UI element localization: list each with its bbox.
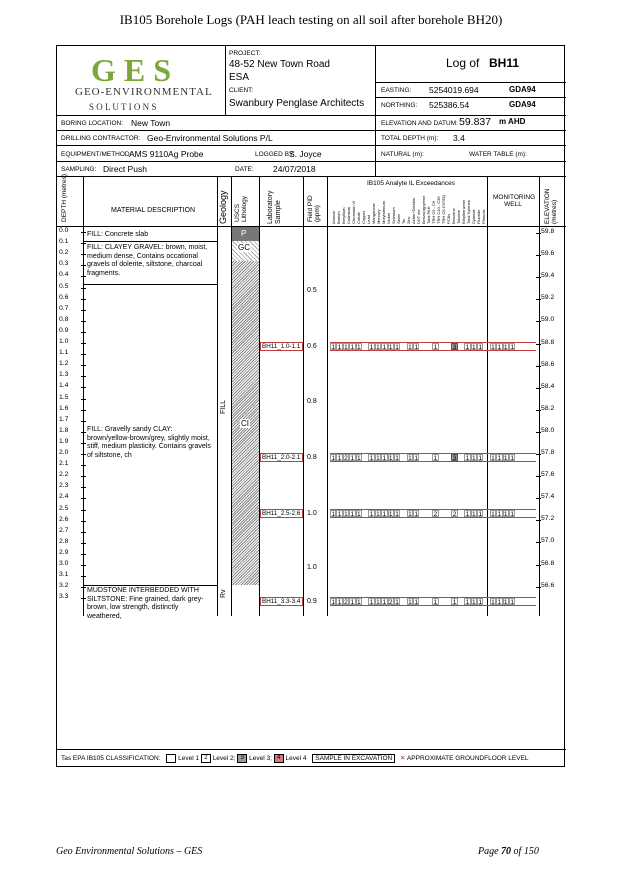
analyte-name: Selenium [391, 207, 396, 224]
analyte-cell: 1 [510, 599, 514, 607]
analyte-cell: 1 [344, 344, 348, 351]
depth-tick: 1.7 [59, 415, 69, 423]
analyte-cell: 1 [497, 455, 502, 462]
document-title: IB105 Borehole Logs (PAH leach testing on all soil after borehole BH20) [119, 12, 503, 27]
analyte-name: Benzo(a)pyrene [421, 195, 426, 224]
analyte-cell: 2 [344, 599, 348, 607]
analyte-cell: 1 [382, 510, 387, 518]
analyte-cell: 1 [414, 455, 419, 462]
analyte-name: Total PAH [426, 206, 431, 224]
sample-pid: 0.9 [307, 598, 317, 606]
northing-datum: GDA94 [509, 100, 536, 109]
analyte-cell: 1 [465, 344, 470, 351]
depth-tick: 2.3 [59, 482, 69, 490]
elevation-tick: 58.8 [541, 338, 555, 346]
elevation-tick: 58.0 [541, 426, 555, 434]
sample-pid: 0.6 [307, 343, 317, 350]
analyte-cell: 1 [395, 344, 399, 351]
analyte-name: TRH C6-C9TEQ [441, 194, 446, 224]
description-4: MUDSTONE INTERBEDDED WITH SILTSTONE: Fine grained, dark grey-brown, low strength, distinctly weathered, [87, 587, 204, 620]
footer-page-prefix: Page [478, 846, 499, 857]
sample-pid: 1.0 [307, 509, 317, 517]
analyte-cell: 1 [497, 344, 502, 351]
analyte-cell: 1 [337, 455, 342, 462]
analyte-cell: 1 [491, 599, 495, 607]
analyte-cell: 1 [408, 455, 412, 462]
log-of-label: Log of [446, 56, 480, 70]
legend-level3-box: 3 [237, 754, 247, 763]
total-depth-value: 3.4 [453, 133, 465, 143]
depth-tick: 0.6 [59, 293, 69, 301]
analyte-cell: 1 [356, 599, 361, 607]
analyte-cell: 1 [471, 455, 476, 462]
depth-tick: 1.9 [59, 437, 69, 445]
analyte-cell: 1 [478, 510, 482, 518]
depth-column-header: DEPTH (metres) [61, 173, 68, 222]
analyte-cell: 1 [331, 344, 335, 351]
analyte-name: Tin [401, 218, 406, 224]
analyte-cell [522, 454, 528, 461]
uscs-ci-label: CI [241, 419, 249, 428]
analyte-cell: 1 [503, 510, 508, 518]
description-3: FILL: Gravelly sandy CLAY: brown/yellow-brown/grey, slightly moist, stiff, medium plasticity. Contains gravels of siltstone, ch [87, 426, 211, 459]
depth-tick: 0.5 [59, 282, 69, 290]
depth-tick: 1.4 [59, 382, 69, 390]
depth-tick: 0.9 [59, 326, 69, 334]
footer-page [478, 846, 539, 857]
x-mark-icon: ✕ [400, 755, 406, 763]
depth-tick: 2.6 [59, 515, 69, 523]
elevation-tick: 59.0 [541, 316, 555, 324]
elevation-tick: 57.8 [541, 449, 555, 456]
logged-by-label: LOGGED BY: [255, 151, 295, 158]
analyte-name: Mercury [376, 209, 381, 224]
analyte-cell: 1 [433, 455, 438, 462]
elevation-tick: 59.6 [541, 250, 555, 258]
analyte-name: Aldrin+Dieldrin [411, 197, 416, 224]
analyte-cell: 1 [350, 510, 355, 518]
depth-tick: 2.5 [59, 504, 69, 512]
analyte-cell: 1 [395, 599, 399, 607]
equipment-value: AMS 9110Ag Probe [129, 149, 204, 159]
analyte-cell: 2 [388, 599, 393, 607]
pid-reading-1: 0.5 [307, 287, 317, 294]
analyte-name: Toluene [456, 209, 461, 224]
depth-tick: 1.8 [59, 426, 69, 434]
depth-tick: 3.2 [59, 582, 69, 590]
depth-tick: 2.8 [59, 537, 69, 545]
client-value: Swanbury Penglase Architects [229, 98, 365, 109]
depth-tick: 2.2 [59, 471, 69, 479]
elevation-tick: 57.4 [541, 493, 555, 501]
monitoring-column-header: MONITORING WELL [493, 194, 536, 208]
pid-reading-3: 1.0 [307, 564, 317, 571]
analyte-cell: 1 [356, 455, 361, 462]
depth-tick: 0.1 [59, 238, 69, 246]
date-value: 24/07/2018 [273, 164, 316, 174]
easting-label: EASTING: [381, 87, 412, 94]
analyte-cell: 1 [331, 455, 335, 462]
analyte-cell: 1 [331, 599, 335, 607]
analyte-cell: 1 [382, 599, 387, 607]
total-depth-label: TOTAL DEPTH (m): [381, 135, 439, 142]
drilling-contractor-label: DRILLING CONTRACTOR: [61, 135, 141, 142]
analyte-cell: 1 [433, 344, 438, 351]
logo-line1: GEO-ENVIRONMENTAL [75, 86, 213, 98]
depth-tick: 0.4 [59, 271, 69, 279]
sample-id: BH11_2.0-2.1 [260, 453, 303, 462]
depth-tick: 3.3 [59, 593, 69, 601]
depth-tick: 2.9 [59, 548, 69, 556]
depth-tick: 1.3 [59, 371, 69, 379]
analyte-cell: 1 [388, 455, 393, 462]
project-line2: ESA [229, 72, 250, 83]
analyte-cell: 1 [452, 599, 457, 607]
date-label: DATE: [235, 166, 254, 173]
sample-pid: 0.8 [307, 454, 317, 461]
footer-page-num: 70 [501, 846, 512, 857]
logo-line2: S O L U T I O N S [89, 102, 157, 112]
project-label: PROJECT: [229, 50, 261, 57]
analyte-cell: 1 [388, 510, 393, 518]
depth-tick: 0.3 [59, 260, 69, 268]
analyte-cell [522, 598, 528, 605]
analyte-cell: 1 [350, 599, 355, 607]
legend-level4-box: 4 [274, 754, 284, 763]
ges-logo [75, 52, 219, 112]
analyte-cell: 1 [376, 599, 380, 607]
analyte-row [330, 509, 536, 518]
depth-tick: 0.0 [59, 227, 69, 234]
sample-id: BH11_3.3-3.4 [260, 597, 303, 606]
boring-location-value: New Town [131, 118, 171, 128]
analyte-cell: 1 [356, 344, 361, 351]
analyte-name: Fluoride [476, 209, 481, 224]
lab-sample-column-header: Laboratory Sample [267, 190, 282, 224]
analyte-cell: 1 [465, 599, 470, 607]
analyte-cell: 1 [491, 455, 495, 462]
pid-column-header: Field PID (ppm) [307, 195, 321, 222]
analyte-cell: 2 [452, 510, 457, 518]
elevation-tick: 57.2 [541, 515, 555, 523]
analyte-cell: 1 [471, 510, 476, 518]
elevation-column-header: ELEVATION (metres) [544, 188, 558, 224]
elevation-tick: 58.6 [541, 360, 555, 368]
analyte-name: Zinc [406, 216, 411, 224]
analyte-cell: 1 [497, 599, 502, 607]
analyte-cell: 1 [510, 344, 514, 351]
analyte-name: DDT etc [416, 209, 421, 224]
natural-label: NATURAL (m): [381, 151, 424, 158]
elevation-tick: 56.6 [541, 581, 555, 589]
analyte-cell: 1 [491, 344, 495, 351]
elevation-tick: 59.4 [541, 272, 555, 280]
analyte-column-header: IB105 Analyte IL Exceedances [367, 180, 455, 187]
analyte-name: TRH C6 - C9 [431, 200, 436, 224]
geology-fill-label: FILL [220, 399, 227, 414]
northing-value: 525386.54 [429, 100, 470, 110]
analyte-cell: 1 [478, 344, 482, 351]
drilling-contractor-value: Geo-Environmental Solutions P/L [147, 133, 273, 143]
analyte-cell: 3 [452, 344, 457, 351]
analyte-name: Manganese [371, 203, 376, 224]
analyte-name: Phenols [481, 209, 486, 224]
elevation-tick: 56.8 [541, 559, 555, 567]
depth-tick: 1.0 [59, 338, 69, 345]
legend-level1-box [166, 754, 176, 763]
analyte-cell: 1 [414, 599, 419, 607]
geology-column-header: Geology [218, 190, 228, 224]
analyte-name: Benzene [451, 208, 456, 224]
client-label: CLIENT: [229, 87, 254, 94]
analyte-cell: 1 [471, 599, 476, 607]
analyte-name: Barium [336, 211, 341, 224]
depth-tick: 1.5 [59, 393, 69, 401]
pid-reading-2: 0.8 [307, 398, 317, 405]
depth-tick: 1.6 [59, 404, 69, 412]
depth-tick: 0.2 [59, 249, 69, 257]
analyte-cell: 1 [408, 510, 412, 518]
sampling-value: Direct Push [103, 164, 147, 174]
legend-classification-label: Tas EPA IB105 CLASSIFICATION: [61, 755, 161, 763]
analyte-cell: 1 [497, 510, 502, 518]
analyte-cell: 1 [369, 599, 374, 607]
analyte-name: TRH C10 - C36 [436, 196, 441, 224]
analyte-cell: 1 [337, 510, 342, 518]
analyte-row [330, 453, 536, 462]
elevation-tick: 58.2 [541, 404, 555, 412]
easting-value: 5254019.694 [429, 85, 479, 95]
analyte-name: Total Xylenes [466, 200, 471, 224]
footer-left: Geo Environmental Solutions – GES [56, 846, 203, 857]
analyte-name: Chromium VI [351, 200, 356, 224]
legend-sample-in-excavation: SAMPLE IN EXCAVATION [312, 754, 395, 763]
analyte-cell: 1 [465, 510, 470, 518]
analyte-cell: 1 [376, 455, 380, 462]
analyte-cell: 1 [408, 599, 412, 607]
analyte-name: Cadmium [346, 206, 351, 224]
analyte-cell: 1 [465, 455, 470, 462]
analyte-cell: 1 [395, 455, 399, 462]
analyte-cell: 1 [478, 599, 482, 607]
analyte-cell: 1 [510, 510, 514, 518]
analyte-cell: 1 [350, 344, 355, 351]
analyte-name: Arsenic [331, 210, 336, 224]
analyte-name: Beryllium [341, 207, 346, 224]
analyte-cell: 1 [369, 455, 374, 462]
project-line1: 48-52 New Town Road [229, 59, 330, 70]
logged-by-value: S. Joyce [289, 149, 322, 159]
legend-level4: Level 4 [285, 755, 307, 763]
analyte-cell: 1 [376, 510, 380, 518]
depth-tick: 2.4 [59, 493, 69, 501]
legend-groundfloor: APPROXIMATE GROUNDFLOOR LEVEL [406, 755, 529, 763]
analyte-cell: 1 [414, 510, 419, 518]
elevation-value: 59.837 [459, 116, 492, 128]
elevation-unit: m AHD [499, 117, 526, 126]
analyte-cell: 1 [369, 344, 374, 351]
depth-tick: 0.7 [59, 304, 69, 312]
legend [61, 754, 529, 763]
elevation-tick: 57.6 [541, 471, 555, 479]
analyte-cell: 1 [376, 344, 380, 351]
analyte-cell: 1 [408, 344, 412, 351]
footer-page-of: of 150 [513, 846, 539, 857]
legend-level3: Level 3; [249, 755, 272, 763]
boring-location-label: BORING LOCATION: [61, 120, 123, 127]
uscs-gc-label: GC [238, 243, 250, 252]
depth-tick: 1.2 [59, 360, 69, 368]
analyte-cell: 1 [491, 510, 495, 518]
equipment-label: EQUIPMENT/METHOD: [61, 151, 132, 158]
analyte-name: Copper [361, 210, 366, 224]
analyte-cell: 1 [478, 455, 482, 462]
depth-tick: 1.1 [59, 349, 69, 357]
elevation-tick: 59.8 [541, 228, 555, 235]
analyte-cell: 3 [452, 455, 457, 462]
analyte-row [330, 597, 536, 606]
analyte-name: Cyanide [471, 209, 476, 224]
elevation-tick: 57.0 [541, 537, 555, 545]
description-2: FILL: CLAYEY GRAVEL: brown, moist, medium dense, Contains occational gravels of dolerite, siltstone, charcoal fragments. [87, 244, 208, 277]
analyte-cell: 1 [331, 510, 335, 518]
analyte-cell: 1 [503, 599, 508, 607]
description-1: FILL: Concrete slab [87, 231, 149, 238]
analyte-cell: 1 [350, 455, 355, 462]
analyte-cell: 1 [510, 455, 514, 462]
analyte-cell: 2 [433, 510, 438, 518]
depth-tick: 2.1 [59, 460, 69, 468]
analyte-cell: 1 [388, 344, 393, 351]
water-table-label: WATER TABLE (m): [469, 151, 527, 158]
analyte-cell: 1 [337, 344, 342, 351]
sample-id: BH11_2.5-2.6 [260, 509, 303, 518]
sample-id: BH11_1.0-1.1 [260, 342, 303, 351]
analyte-cell: 1 [414, 344, 419, 351]
analyte-name: Nickel [386, 213, 391, 224]
elevation-tick: 59.2 [541, 294, 555, 302]
legend-level2-box: 2 [201, 754, 211, 763]
analyte-row [330, 342, 536, 351]
geology-rv-label: Rv [220, 589, 227, 598]
depth-tick: 3.0 [59, 560, 69, 567]
sampling-label: SAMPLING: [61, 166, 97, 173]
elevation-tick: 58.4 [541, 382, 555, 390]
analyte-cell: 1 [356, 510, 361, 518]
analyte-cell [522, 343, 528, 350]
log-id: BH11 [489, 56, 520, 70]
analyte-cell: 1 [471, 344, 476, 351]
analyte-cell: 1 [395, 510, 399, 518]
northing-label: NORTHING: [381, 102, 418, 109]
analyte-cell: 1 [503, 344, 508, 351]
analyte-name: Ethylbenzene [461, 199, 466, 224]
depth-tick: 0.8 [59, 315, 69, 323]
analyte-cell: 1 [433, 599, 438, 607]
analyte-name: Molybdenum [381, 201, 386, 224]
uscs-p-label: P [241, 229, 247, 238]
analyte-cell: 1 [337, 599, 342, 607]
analyte-cell: 1 [382, 455, 387, 462]
material-column-header: MATERIAL DESCRIPTION [111, 207, 196, 214]
analyte-name: Lead [366, 215, 371, 224]
elevation-label: ELEVATION AND DATUM: [381, 120, 458, 127]
analyte-name: Cobalt [356, 212, 361, 224]
legend-level1: Level 1 [178, 755, 200, 763]
uscs-column-header: USCS Lithology [234, 195, 248, 222]
analyte-cell: 2 [344, 455, 348, 462]
analyte-cell: 1 [503, 455, 508, 462]
depth-tick: 3.1 [59, 571, 69, 579]
analyte-name: PCBs [446, 213, 451, 224]
legend-level2: Level 2; [212, 755, 236, 763]
analyte-name: Silver [396, 213, 401, 224]
depth-tick: 2.7 [59, 526, 69, 534]
easting-datum: GDA94 [509, 85, 536, 94]
logo-letters: GES [91, 52, 180, 88]
analyte-cell: 1 [382, 344, 387, 351]
analyte-cell: 1 [344, 510, 348, 518]
analyte-cell [522, 510, 528, 517]
depth-tick: 2.0 [59, 449, 69, 456]
analyte-cell: 1 [369, 510, 374, 518]
borehole-log-sheet [56, 45, 565, 767]
